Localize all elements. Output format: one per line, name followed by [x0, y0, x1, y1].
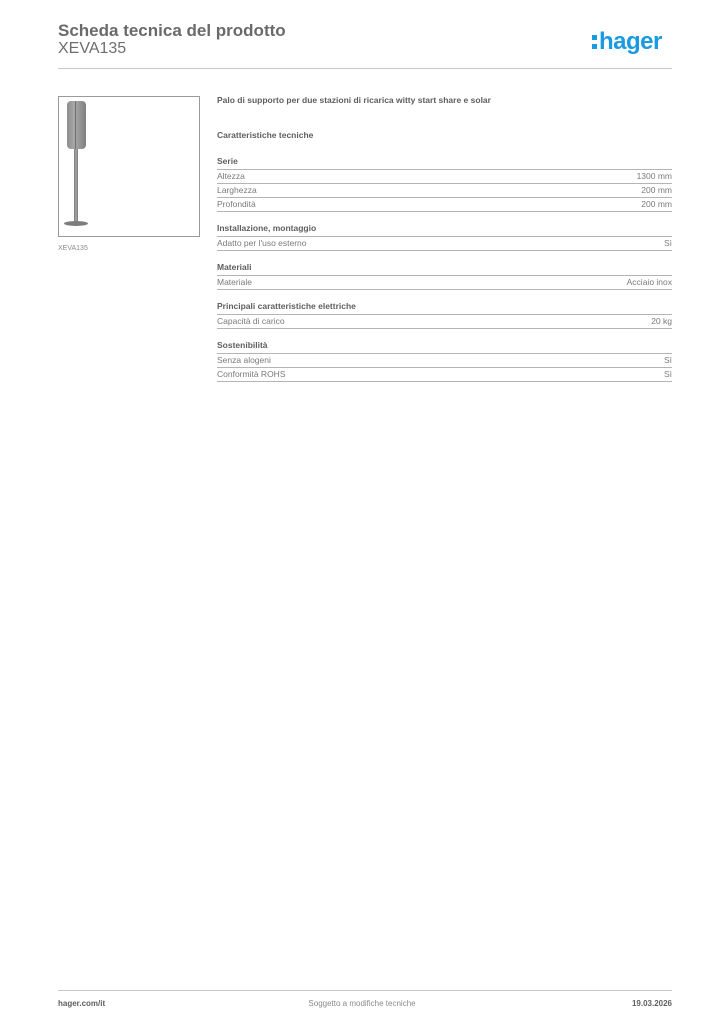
spec-row	[217, 354, 672, 368]
product-description: Palo di supporto per due stazioni di ricarica witty start share e solar	[217, 95, 491, 105]
section-title: Caratteristiche tecniche	[217, 130, 314, 140]
footer-divider	[58, 990, 672, 991]
spec-group-installazione	[217, 223, 672, 251]
spec-value: 20 kg	[651, 316, 672, 326]
logo-colon-icon	[592, 35, 597, 49]
group-title: Materiali	[217, 262, 672, 276]
hager-logo	[592, 28, 662, 56]
spec-row	[217, 170, 672, 184]
spec-label: Larghezza	[217, 185, 257, 195]
spec-row	[217, 198, 672, 212]
group-title: Installazione, montaggio	[217, 223, 672, 237]
spec-row	[217, 368, 672, 382]
spec-value: 1300 mm	[636, 171, 672, 181]
spec-label: Profondità	[217, 199, 256, 209]
spec-value: Sì	[663, 369, 672, 379]
footer-website-link[interactable]: hager.com/it	[58, 999, 106, 1008]
footer-notice: Soggetto a modifiche tecniche	[308, 999, 416, 1008]
group-title: Principali caratteristiche elettriche	[217, 301, 672, 315]
group-title: Serie	[217, 156, 672, 170]
spec-group-sostenibilita	[217, 340, 672, 382]
spec-value: Acciaio inox	[626, 277, 672, 287]
spec-label: Senza alogeni	[217, 355, 271, 365]
spec-row	[217, 184, 672, 198]
logo-text: hager	[599, 28, 662, 55]
pole-shaft	[74, 149, 78, 223]
product-image	[58, 96, 200, 237]
pole-split-line	[75, 101, 76, 149]
spec-group-elettriche	[217, 301, 672, 329]
spec-label: Conformità ROHS	[217, 369, 286, 379]
spec-row	[217, 276, 672, 290]
group-title: Sostenibilità	[217, 340, 672, 354]
page-title: Scheda tecnica del prodotto	[58, 21, 286, 40]
spec-value: 200 mm	[641, 199, 672, 209]
product-code: XEVA135	[58, 40, 127, 57]
footer-date: 19.03.2026	[631, 999, 672, 1008]
spec-label: Materiale	[217, 277, 252, 287]
spec-label: Adatto per l'uso esterno	[217, 238, 307, 248]
spec-row	[217, 237, 672, 251]
image-caption: XEVA135	[58, 245, 88, 252]
spec-value: Sì	[663, 238, 672, 248]
spec-value: 200 mm	[641, 185, 672, 195]
spec-group-materiali	[217, 262, 672, 290]
header-divider	[58, 68, 672, 69]
spec-content	[217, 95, 672, 393]
spec-row	[217, 315, 672, 329]
spec-group-serie	[217, 156, 672, 212]
pole-base	[64, 221, 88, 226]
spec-value: Sì	[663, 355, 672, 365]
spec-label: Capacità di carico	[217, 316, 285, 326]
spec-label: Altezza	[217, 171, 245, 181]
support-pole-image	[67, 101, 86, 149]
